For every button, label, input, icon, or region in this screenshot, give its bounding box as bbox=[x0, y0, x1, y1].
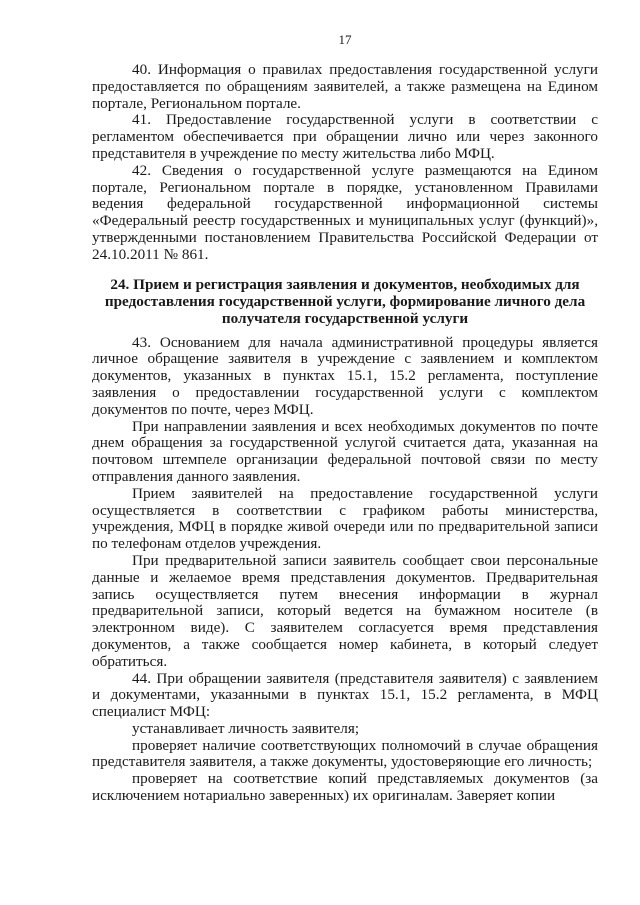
paragraph-copies-check: проверяет на соответствие копий представляемых документов (за исключением нотариально заверенных) их оригиналам. Заверяет копии bbox=[92, 770, 598, 805]
paragraph-identity-check: устанавливает личность заявителя; bbox=[132, 719, 360, 737]
paragraph-preliminary-registration: При предварительной записи заявитель сообщает свои персональные данные и желаемое время представления документов. Предварительная запись осуществляется путем внесения информации в журнал предварительной записи, который ведется на бумажном носителе (в электронном виде). С заявителем согласуется время представления документов, а также сообщается номер кабинета, в который следует обратиться. bbox=[92, 551, 598, 670]
paragraph-43: 43. Основанием для начала административной процедуры является личное обращение заявителя в учреждение с заявлением и комплектом документов, указанных в пунктах 15.1, 15.2 регламента, поступление заявления о предоставлении государственной услуги с комплектом документов по почте, через МФЦ. bbox=[92, 333, 598, 418]
paragraph-44: 44. При обращении заявителя (представителя заявителя) с заявлением и документами, указанными в пунктах 15.1, 15.2 регламента, в МФЦ специалист МФЦ: bbox=[92, 669, 598, 721]
paragraph-authority-check: проверяет наличие соответствующих полномочий в случае обращения представителя заявителя, а также документы, удостоверяющие его личность; bbox=[92, 736, 598, 771]
section-heading-24: 24. Прием и регистрация заявления и документов, необходимых для предоставления государственной услуги, формирование личного дела получателя государственной услуги bbox=[104, 275, 586, 327]
paragraph-mail-submission: При направлении заявления и всех необходимых документов по почте днем обращения за государственной услугой считается дата, указанная на почтовом штемпеле организации федеральной почтовой связи по месту отправления данного заявления. bbox=[92, 417, 598, 485]
paragraph-41: 41. Предоставление государственной услуги в соответствии с регламентом обеспечивается при обращении лично или через законного представителя в учреждение по месту жительства либо МФЦ. bbox=[92, 111, 598, 162]
page-number: 17 bbox=[338, 32, 352, 47]
paragraph-reception-schedule: Прием заявителей на предоставление государственной услуги осуществляется в соответствии с графиком работы министерства, учреждения, МФЦ в порядке живой очереди или по предварительной записи по телефонам отделов учреждения. bbox=[92, 484, 598, 553]
paragraph-42: 42. Сведения о государственной услуге размещаются на Едином портале, Региональном портале в порядке, установленном Правилами ведения федеральной государственной информационной системы «Федеральный реестр государственных и муниципальных услуг (функций)», утвержденными постановлением Правительства Российской Федерации от 24.10.2011 № 861. bbox=[92, 161, 598, 263]
paragraph-40: 40. Информация о правилах предоставления государственной услуги предоставляется по обращениям заявителей, а также размещена на Едином портале, Региональном портале. bbox=[92, 61, 598, 112]
document-page bbox=[92, 32, 598, 805]
